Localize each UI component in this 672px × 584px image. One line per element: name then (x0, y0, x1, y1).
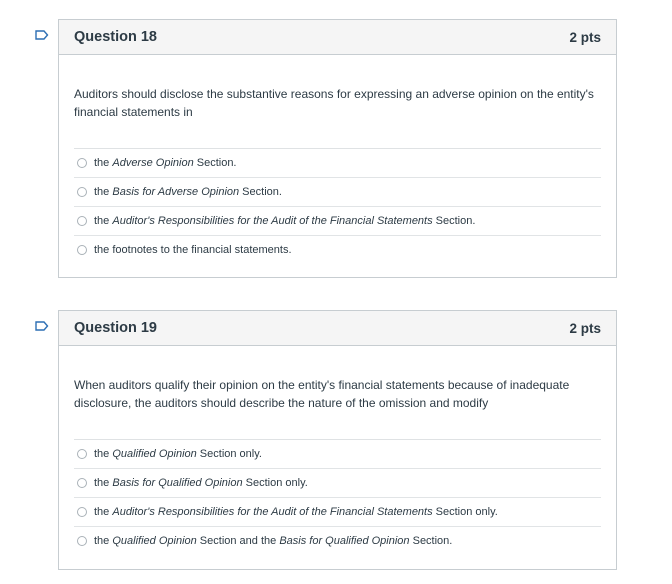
radio-button[interactable] (77, 187, 87, 197)
question-card (58, 19, 617, 278)
radio-button[interactable] (77, 478, 87, 488)
answer-list (74, 439, 601, 555)
answer-option[interactable] (74, 439, 601, 468)
radio-button[interactable] (77, 536, 87, 546)
answer-label: the Adverse Opinion Section. (94, 157, 237, 169)
question-points: 2 pts (569, 29, 601, 45)
question-title: Question 18 (74, 29, 157, 45)
answer-label: the Auditor's Responsibilities for the Audit of the Financial Statements Section only. (94, 506, 498, 518)
answer-label: the Basis for Qualified Opinion Section only. (94, 477, 308, 489)
answer-label: the Basis for Adverse Opinion Section. (94, 186, 282, 198)
radio-button[interactable] (77, 158, 87, 168)
answer-option[interactable] (74, 497, 601, 526)
answer-option[interactable] (74, 468, 601, 497)
question-text: When auditors qualify their opinion on the entity's financial statements because of inadequate disclosure, the auditors should describe the nature of the omission and modify (74, 378, 570, 410)
answer-option[interactable] (74, 148, 601, 177)
question-title: Question 19 (74, 320, 157, 336)
answer-label: the Qualified Opinion Section and the Basis for Qualified Opinion Section. (94, 535, 453, 547)
radio-button[interactable] (77, 216, 87, 226)
radio-button[interactable] (77, 245, 87, 255)
radio-button[interactable] (77, 449, 87, 459)
question-card (58, 310, 617, 570)
answer-option[interactable] (74, 177, 601, 206)
flag-question-icon[interactable] (35, 30, 49, 40)
answer-label: the Auditor's Responsibilities for the Audit of the Financial Statements Section. (94, 215, 476, 227)
answer-option[interactable] (74, 526, 601, 555)
question-header (59, 311, 616, 346)
answer-option[interactable] (74, 235, 601, 264)
flag-question-icon[interactable] (35, 321, 49, 331)
question-header (59, 20, 616, 55)
question-points: 2 pts (569, 320, 601, 336)
answer-label: the footnotes to the financial statements. (94, 244, 292, 256)
answer-label: the Qualified Opinion Section only. (94, 448, 262, 460)
question-text: Auditors should disclose the substantive reasons for expressing an adverse opinion on the entity's financial statements in (74, 87, 594, 119)
answer-option[interactable] (74, 206, 601, 235)
radio-button[interactable] (77, 507, 87, 517)
answer-list (74, 148, 601, 264)
